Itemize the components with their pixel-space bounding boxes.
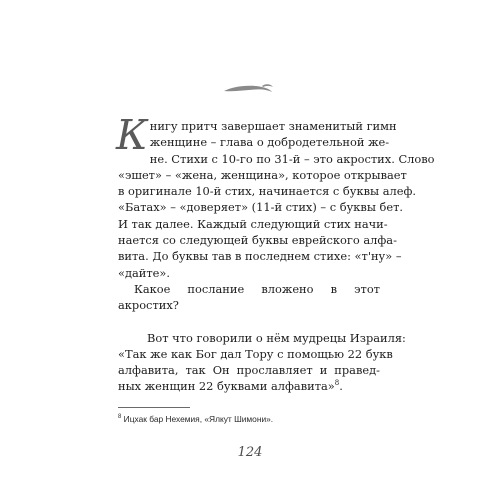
- text-line: в оригинале 10-й стих, начинается с буквы алеф.: [118, 184, 417, 199]
- text-line: нигу притч завершает знаменитый гимн: [149, 119, 397, 133]
- page-number: 124: [237, 445, 263, 460]
- footnote: [118, 414, 380, 425]
- footnote-marker: 8: [118, 414, 122, 421]
- swash-ornament-icon: [222, 80, 274, 100]
- text-line: Вот что говорили о нём мудрецы Израиля:: [147, 330, 406, 345]
- text-line: «Батах» – «доверяет» (11-й стих) – с буквы бет.: [118, 200, 404, 215]
- paragraph-3: [118, 330, 406, 395]
- drop-cap: К: [116, 111, 148, 159]
- text-line: [118, 378, 380, 394]
- text-line: алфавита, так Он прославляет и правед-: [118, 363, 380, 378]
- body-text: [116, 111, 435, 395]
- text-line: «Так же как Бог дал Тору с помощью 22 букв: [118, 346, 393, 361]
- text-line-content: ных женщин 22 буквами алфавита»: [118, 379, 335, 394]
- paragraph-1: [116, 111, 435, 281]
- text-line: не. Стихи с 10-го по 31-й – это акростих. Слово: [149, 151, 435, 166]
- text-line: нается со следующей буквы еврейского алфа-: [118, 233, 397, 248]
- text-line: «дайте».: [118, 265, 170, 280]
- text-line: вита. До буквы тав в последнем стихе: «т'ну» –: [118, 249, 402, 264]
- footnote-text: Ицхак бар Нехемия, «Ялкут Шимони».: [121, 414, 274, 424]
- text-line: «эшет» – «жена, женщина», которое открывает: [118, 167, 407, 182]
- paragraph-2: Какое послание вложено в этот акростих?: [118, 281, 380, 313]
- text-line: И так далее. Каждый следующий стих начи-: [118, 216, 388, 231]
- footnote-reference[interactable]: 8: [334, 379, 340, 388]
- text-line-tail: .: [339, 379, 343, 394]
- text-line: женщине – глава о добродетельной же-: [149, 135, 390, 150]
- footnote-divider: [118, 407, 190, 408]
